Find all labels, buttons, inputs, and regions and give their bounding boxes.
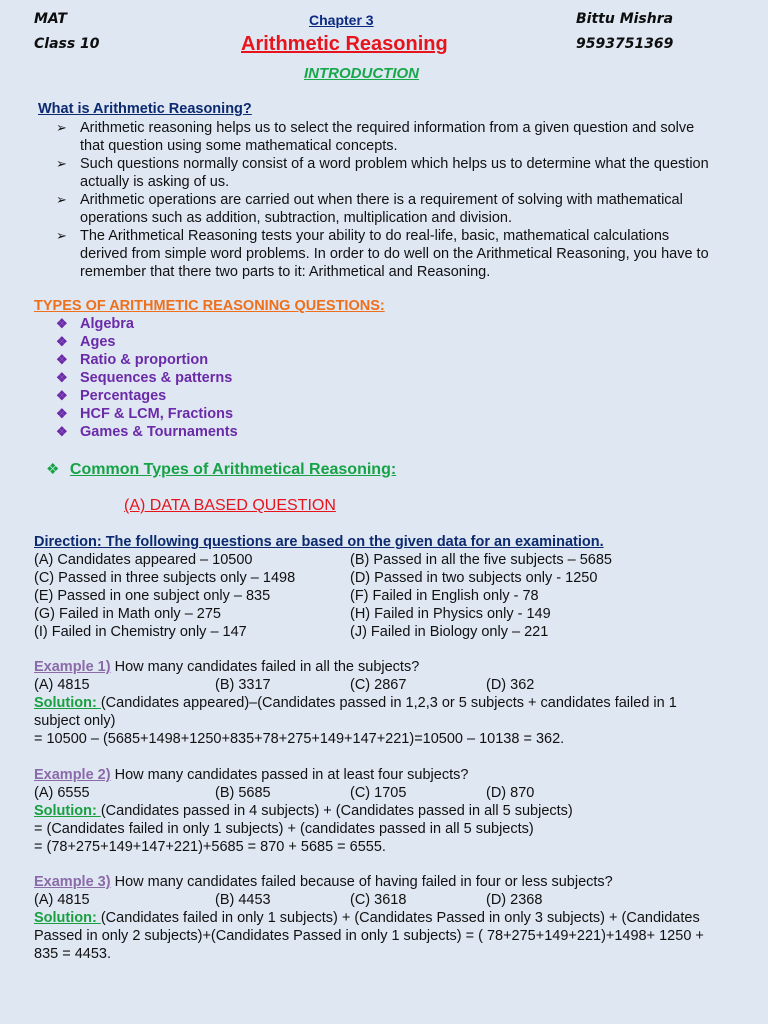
solution-line: Solution: (Candidates appeared)–(Candidates passed in 1,2,3 or 5 subjects + candidates failed in 1	[34, 695, 677, 711]
bullet-line: Arithmetic reasoning helps us to select the required information from a given question and solve	[80, 120, 695, 136]
example-question: How many candidates failed in all the subjects?	[110, 659, 420, 675]
bullet-item	[56, 191, 746, 227]
list-item: ❖ Percentages	[56, 388, 167, 404]
diamond-bullet-icon: ❖	[56, 316, 68, 331]
example-label: Example 1)	[34, 659, 111, 675]
intro-heading: INTRODUCTION	[304, 65, 419, 82]
diamond-bullet-icon: ❖	[56, 334, 68, 349]
what-is-heading: What is Arithmetic Reasoning?	[38, 101, 252, 117]
diamond-bullet-icon: ❖	[56, 406, 68, 421]
list-item: ❖ Ratio & proportion	[56, 352, 209, 368]
list-item: ❖ Ages	[56, 334, 116, 350]
diamond-bullet-icon: ❖	[56, 352, 68, 367]
table-row	[34, 551, 734, 569]
table-cell: (J) Failed in Biology only – 221	[350, 624, 549, 640]
solution-line: = (78+275+149+147+221)+5685 = 870 + 5685 = 6555.	[34, 839, 386, 855]
solution-line: Solution: (Candidates passed in 4 subjects) + (Candidates passed in all 5 subjects)	[34, 803, 573, 819]
arrow-bullet-icon: ➢	[56, 156, 67, 171]
author-phone: 9593751369	[576, 36, 674, 52]
example-question: How many candidates failed because of having failed in four or less subjects?	[110, 874, 613, 890]
option: (C) 3618	[350, 892, 407, 908]
bullet-item	[56, 227, 746, 281]
list-item: ❖ HCF & LCM, Fractions	[56, 406, 234, 422]
table-cell: (B) Passed in all the five subjects – 5685	[350, 552, 612, 568]
example-question-line	[34, 873, 734, 891]
solution-line: 835 = 4453.	[34, 946, 112, 962]
list-item: ❖ Games & Tournaments	[56, 424, 238, 440]
options-row	[34, 784, 734, 802]
option: (A) 4815	[34, 677, 90, 693]
what-is-bullets	[56, 119, 746, 281]
table-row	[34, 623, 734, 641]
table-cell: (E) Passed in one subject only – 835	[34, 588, 271, 604]
table-cell: (C) Passed in three subjects only – 1498	[34, 570, 296, 586]
data-question-heading: (A) DATA BASED QUESTION	[124, 497, 336, 514]
option: (D) 362	[486, 677, 535, 693]
list-item: ❖ Sequences & patterns	[56, 370, 233, 386]
option: (B) 4453	[215, 892, 271, 908]
table-cell: (A) Candidates appeared – 10500	[34, 552, 253, 568]
data-table	[34, 551, 734, 641]
table-row	[34, 569, 734, 587]
table-cell: (D) Passed in two subjects only - 1250	[350, 570, 598, 586]
bullet-item	[56, 119, 746, 155]
table-row	[34, 587, 734, 605]
option: (B) 3317	[215, 677, 271, 693]
bullet-line: actually is asking of us.	[80, 174, 230, 190]
arrow-bullet-icon: ➢	[56, 228, 67, 243]
example-question-line	[34, 658, 734, 676]
solution-line: Passed in only 2 subjects)+(Candidates Passed in only 1 subjects) = ( 78+275+149+221)+1498+ 1250 +	[34, 928, 704, 944]
direction-text: Direction: The following questions are based on the given data for an examination.	[34, 534, 604, 550]
types-heading: TYPES OF ARITHMETIC REASONING QUESTIONS:	[34, 298, 385, 314]
bullet-line: Such questions normally consist of a word problem which helps us to determine what the question	[80, 156, 709, 172]
solution-line: subject only)	[34, 713, 116, 729]
page-title: Arithmetic Reasoning	[241, 33, 448, 55]
bullet-line: remember that there two parts to it: Arithmetical and Reasoning.	[80, 264, 491, 280]
arrow-bullet-icon: ➢	[56, 120, 67, 135]
diamond-bullet-icon: ❖	[56, 388, 68, 403]
arrow-bullet-icon: ➢	[56, 192, 67, 207]
example-label: Example 2)	[34, 767, 111, 783]
chapter-label: Chapter 3	[309, 12, 374, 28]
bullet-line: operations such as addition, subtraction, multiplication and division.	[80, 210, 513, 226]
bullet-line: The Arithmetical Reasoning tests your ability to do real-life, basic, mathematical calculations	[80, 228, 670, 244]
bullet-line: that question using some mathematical concepts.	[80, 138, 398, 154]
subject-label: MAT	[34, 11, 67, 27]
bullet-item	[56, 155, 746, 191]
option: (D) 870	[486, 785, 535, 801]
common-types-heading: Common Types of Arithmetical Reasoning:	[69, 461, 397, 478]
list-item: ❖ Algebra	[56, 316, 134, 332]
solution-label: Solution:	[34, 695, 101, 711]
example-question: How many candidates passed in at least four subjects?	[110, 767, 469, 783]
solution-label: Solution:	[34, 910, 101, 926]
common-types-row	[46, 460, 396, 479]
diamond-bullet-icon: ❖	[56, 370, 68, 385]
solution-line: = (Candidates failed in only 1 subjects) + (candidates passed in all 5 subjects)	[34, 821, 534, 837]
option: (C) 1705	[350, 785, 407, 801]
example-block	[34, 873, 734, 963]
option: (A) 6555	[34, 785, 90, 801]
class-label: Class 10	[34, 36, 100, 52]
example-block	[34, 766, 734, 856]
bullet-line: derived from simple word problems. In order to do well on the Arithmetical Reasoning, you have to	[80, 246, 709, 262]
table-row	[34, 605, 734, 623]
example-block	[34, 658, 734, 748]
options-row	[34, 891, 734, 909]
table-cell: (G) Failed in Math only – 275	[34, 606, 221, 622]
diamond-bullet-icon: ❖	[46, 461, 60, 478]
bullet-line: Arithmetic operations are carried out when there is a requirement of solving with mathematical	[80, 192, 683, 208]
author-name: Bittu Mishra	[576, 11, 674, 27]
option: (D) 2368	[486, 892, 543, 908]
options-row	[34, 676, 734, 694]
table-cell: (F) Failed in English only - 78	[350, 588, 539, 604]
solution-line: = 10500 – (5685+1498+1250+835+78+275+149+147+221)=10500 – 10138 = 362.	[34, 731, 565, 747]
diamond-bullet-icon: ❖	[56, 424, 68, 439]
types-list	[56, 315, 238, 441]
option: (B) 5685	[215, 785, 271, 801]
solution-line: Solution: (Candidates failed in only 1 subjects) + (Candidates Passed in only 3 subjects) + (Candidates	[34, 910, 700, 926]
table-cell: (H) Failed in Physics only - 149	[350, 606, 551, 622]
example-question-line	[34, 766, 734, 784]
option: (C) 2867	[350, 677, 407, 693]
example-label: Example 3)	[34, 874, 111, 890]
table-cell: (I) Failed in Chemistry only – 147	[34, 624, 247, 640]
option: (A) 4815	[34, 892, 90, 908]
solution-label: Solution:	[34, 803, 101, 819]
